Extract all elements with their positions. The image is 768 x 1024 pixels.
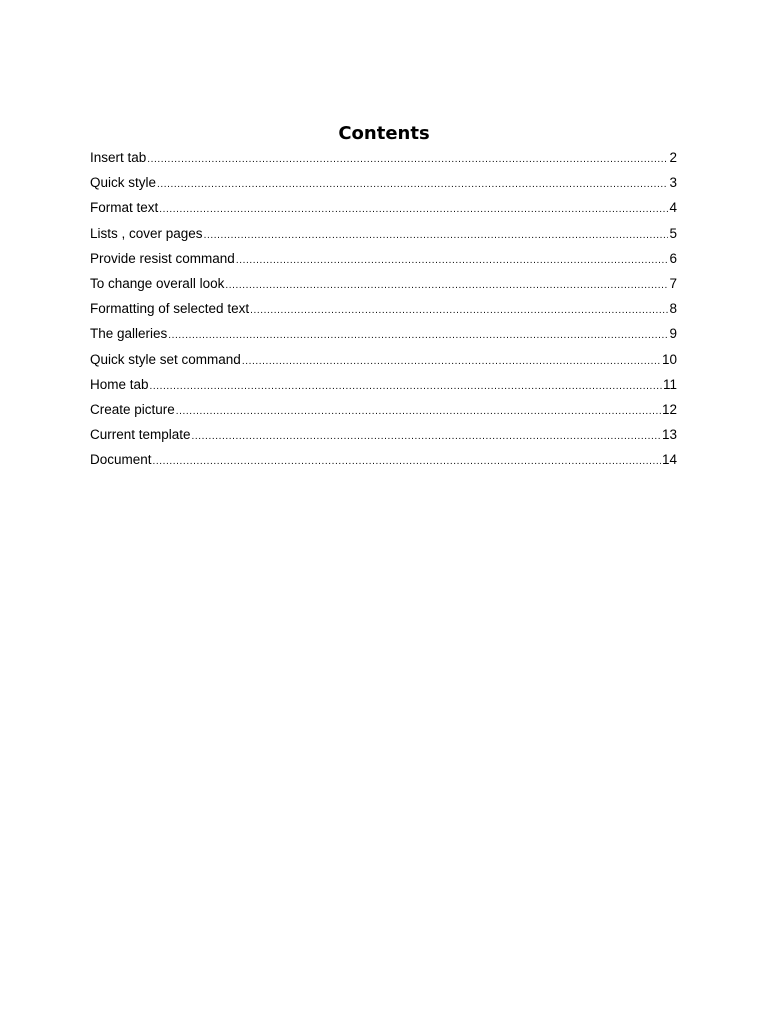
- toc-dot-leader: [159, 197, 668, 222]
- toc-title: Contents: [338, 123, 430, 144]
- toc-entry-page-number: 11: [662, 376, 677, 392]
- toc-entry-label: Insert tab: [90, 150, 147, 165]
- toc-entry[interactable]: [90, 397, 677, 422]
- toc-entry-page-number: 2: [669, 150, 677, 165]
- toc-dot-leader: [176, 399, 661, 424]
- toc-entry[interactable]: [90, 321, 677, 346]
- toc-entry[interactable]: [90, 145, 677, 170]
- toc-entry-page-number: 9: [669, 326, 677, 342]
- toc-entry-page-number: 6: [669, 250, 677, 266]
- table-of-contents: [90, 145, 677, 472]
- toc-entry-page-number: 13: [661, 427, 677, 443]
- toc-entry[interactable]: [90, 372, 677, 397]
- toc-entry-label: To change overall look: [90, 275, 225, 291]
- toc-dot-leader: [168, 323, 668, 348]
- toc-entry-label: Lists , cover pages: [90, 225, 203, 241]
- toc-dot-leader: [204, 223, 669, 248]
- toc-entry-label: Quick style set command: [90, 351, 241, 367]
- toc-entry-page-number: 8: [669, 301, 677, 317]
- toc-entry-page-number: 5: [669, 225, 677, 241]
- toc-entry-page-number: 10: [661, 351, 677, 367]
- toc-entry-page-number: 3: [669, 175, 677, 191]
- toc-entry-page-number: 12: [661, 401, 677, 417]
- toc-entry[interactable]: [90, 221, 677, 246]
- toc-entry[interactable]: [90, 246, 677, 271]
- toc-entry-label: Provide resist command: [90, 250, 235, 266]
- toc-dot-leader: [150, 374, 662, 399]
- toc-entry[interactable]: [90, 271, 677, 296]
- toc-entry-page-number: 14: [661, 452, 677, 468]
- toc-entry-label: Formatting of selected text: [90, 301, 250, 317]
- toc-dot-leader: [153, 449, 661, 474]
- toc-entry-label: Format text: [90, 200, 159, 216]
- toc-entry-label: Create picture: [90, 401, 175, 417]
- toc-entry-page-number: 7: [669, 275, 677, 291]
- toc-entry[interactable]: [90, 447, 677, 472]
- toc-entry[interactable]: [90, 422, 677, 447]
- toc-dot-leader: [225, 273, 668, 298]
- toc-dot-leader: [157, 172, 668, 197]
- toc-entry[interactable]: [90, 347, 677, 372]
- toc-entry-label: Document: [90, 452, 152, 468]
- toc-entry-label: Current template: [90, 427, 191, 443]
- toc-dot-leader: [147, 147, 668, 172]
- toc-dot-leader: [236, 248, 669, 273]
- toc-dot-leader: [250, 298, 668, 323]
- toc-entry-page-number: 4: [669, 200, 677, 216]
- toc-entry[interactable]: [90, 296, 677, 321]
- toc-entry[interactable]: [90, 170, 677, 195]
- toc-entry-label: The galleries: [90, 326, 168, 342]
- toc-entry-label: Home tab: [90, 376, 149, 392]
- toc-entry-label: Quick style: [90, 175, 157, 191]
- toc-entry[interactable]: [90, 195, 677, 220]
- toc-dot-leader: [192, 424, 661, 449]
- toc-dot-leader: [242, 349, 661, 374]
